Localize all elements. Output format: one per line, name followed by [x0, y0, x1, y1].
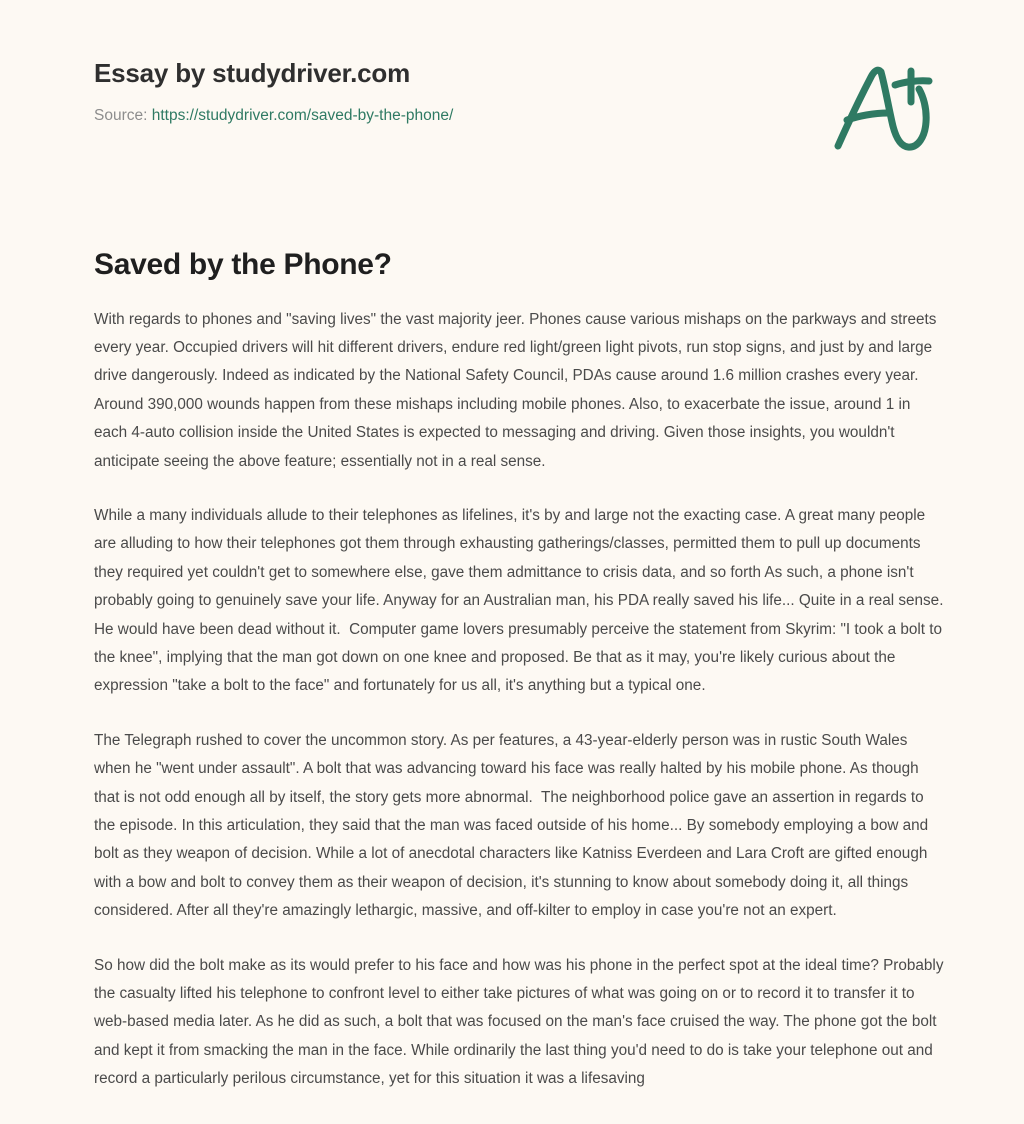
paragraph: So how did the bolt make as its would prefer to his face and how was his phone in the perfect spot at the ideal time? Probably the casualty lifted his telephone to confront level to either take pictures of what was going on or to record it to transfer it to web-based media later. As he did as such, a bolt that was focused on the man's face cruised the way. The phone got the bolt and kept it from smacking the man in the face. While ordinarily the last thing you'd need to do is take your telephone out and record a particularly perilous circumstance, yet for this situation it was a lifesaving — [94, 956, 948, 1088]
a-plus-logo-icon — [826, 58, 946, 158]
source-label: Source: — [94, 107, 152, 125]
paragraph: With regards to phones and "saving lives" the vast majority jeer. Phones cause various mishaps on the parkways and streets every year. Occupied drivers will hit different drivers, endure red light/green light pivots, run stop signs, and just by and large drive dangerously. Indeed as indicated by the National Safety Council, PDAs cause around 1.6 million crashes every year. Around 390,000 wounds happen from these mishaps including mobile phones. Also, to exacerbate the issue, around 1 in each 4-auto collision inside the United States is expected to messaging and driving. Given those insights, you wouldn't anticipate seeing the above feature; essentially not in a real sense. — [94, 310, 941, 470]
paragraph: The Telegraph rushed to cover the uncommon story. As per features, a 43-year-elderly person was in rustic South Wales when he "went under assault". A bolt that was advancing toward his face was really halted by his mobile phone. As though that is not odd enough all by itself, the story gets more abnormal. The neighborhood police gave an assertion in regards to the episode. In this articulation, they said that the man was faced outside of his home... By somebody employing a bow and bolt as they weapon of decision. While a lot of anecdotal characters like Katniss Everdeen and Lara Croft are gifted enough with a bow and bolt to convey them as their weapon of decision, it's stunning to know about somebody doing it, all things considered. After all they're amazingly lethargic, massive, and off-kilter to employ in case you're not an expert. — [94, 731, 933, 920]
page-header — [0, 0, 1024, 130]
paragraph: While a many individuals allude to their telephones as lifelines, it's by and large not the exacting case. A great many people are alluding to how their telephones got them through exhausting gatherings/classes, permitted them to pull up documents they required yet couldn't get to somewhere else, gave them admittance to crisis data, and so forth As such, a phone isn't probably going to genuinely save your life. Anyway for an Australian man, his PDA really saved his life... Quite in a real sense. He would have been dead without it. Computer game lovers presumably perceive the statement from Skyrim: "I took a bolt to the knee", implying that the man got down on one knee and proposed. Be that as it may, you're likely curious about the expression "take a bolt to the face" and fortunately for us all, it's anything but a typical one. — [94, 506, 948, 695]
page-title: Saved by the Phone? — [94, 248, 392, 281]
byline: Essay by studydriver.com — [94, 58, 411, 88]
article-body — [0, 284, 1024, 1124]
source-line — [94, 106, 946, 126]
source-url-link[interactable]: https://studydriver.com/saved-by-the-phone/ — [151, 107, 454, 125]
